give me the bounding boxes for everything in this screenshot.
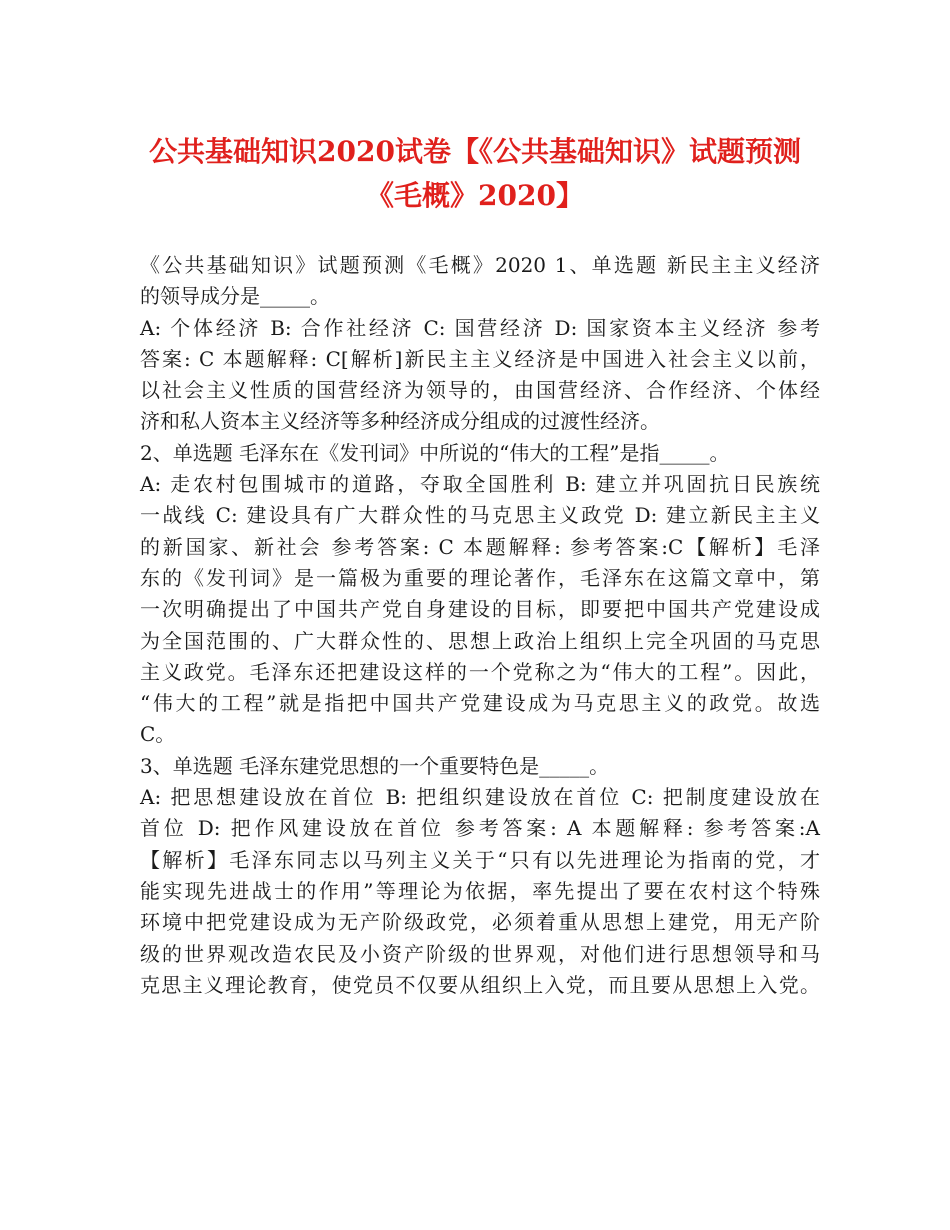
body-text-line: A: 走农村包围城市的道路，夺取全国胜利 B: 建立并巩固抗日民族统: [140, 472, 820, 497]
body-text-line: “伟大的工程”就是指把中国共产党建设成为马克思主义的政党。故选: [140, 691, 820, 716]
body-text-line: 3、单选题 毛泽东建党思想的一个重要特色是_____。: [140, 753, 610, 778]
body-text-line: 级的世界观改造农民及小资产阶级的世界观，对他们进行思想领导和马: [140, 941, 820, 966]
document-title-line-2: 《毛概》2020】: [366, 179, 584, 212]
body-text-line: 一战线 C: 建设具有广大群众性的马克思主义政党 D: 建立新民主主义: [140, 503, 820, 528]
body-text-line: 答案: C 本题解释: C[解析]新民主主义经济是中国进入社会主义以前，: [140, 346, 820, 371]
body-text-line: 的新国家、新社会 参考答案: C 本题解释: 参考答案:C【解析】毛泽: [140, 534, 820, 559]
document-title-line-1: 公共基础知识2020试卷【《公共基础知识》试题预测: [149, 135, 801, 168]
body-text-line: 【解析】毛泽东同志以马列主义关于“只有以先进理论为指南的党，才: [140, 847, 820, 872]
body-text-line: 首位 D: 把作风建设放在首位 参考答案: A 本题解释: 参考答案:A: [140, 816, 820, 841]
body-text-line: 主义政党。毛泽东还把建设这样的一个党称之为“伟大的工程”。因此，: [140, 659, 820, 684]
body-text-line: C。: [140, 722, 176, 747]
body-text-line: 2、单选题 毛泽东在《发刊词》中所说的“伟大的工程”是指_____。: [140, 440, 730, 465]
body-text-line: 济和私人资本主义经济等多种经济成分组成的过渡性经济。: [140, 409, 660, 434]
body-text-line: 东的《发刊词》是一篇极为重要的理论著作，毛泽东在这篇文章中，第: [140, 565, 820, 590]
body-text-line: 一次明确提出了中国共产党自身建设的目标，即要把中国共产党建设成: [140, 597, 820, 622]
document-body: [140, 250, 820, 1001]
body-text-line: 以社会主义性质的国营经济为领导的，由国营经济、合作经济、个体经: [140, 378, 820, 403]
body-text-line: 的领导成分是_____。: [140, 284, 330, 309]
body-text-line: 环境中把党建设成为无产阶级政党，必须着重从思想上建党，用无产阶: [140, 910, 820, 935]
body-text-line: 为全国范围的、广大群众性的、思想上政治上组织上完全巩固的马克思: [140, 628, 820, 653]
body-text-line: 克思主义理论教育，使党员不仅要从组织上入党，而且要从思想上入党。: [140, 972, 820, 997]
body-text-line: A: 把思想建设放在首位 B: 把组织建设放在首位 C: 把制度建设放在: [140, 785, 820, 810]
body-text-line: 能实现先进战士的作用”等理论为依据，率先提出了要在农村这个特殊: [140, 878, 820, 903]
body-text-line: A: 个体经济 B: 合作社经济 C: 国营经济 D: 国家资本主义经济 参考: [140, 315, 820, 340]
body-text-line: 《公共基础知识》试题预测《毛概》2020 1、单选题 新民主主义经济: [140, 253, 820, 277]
